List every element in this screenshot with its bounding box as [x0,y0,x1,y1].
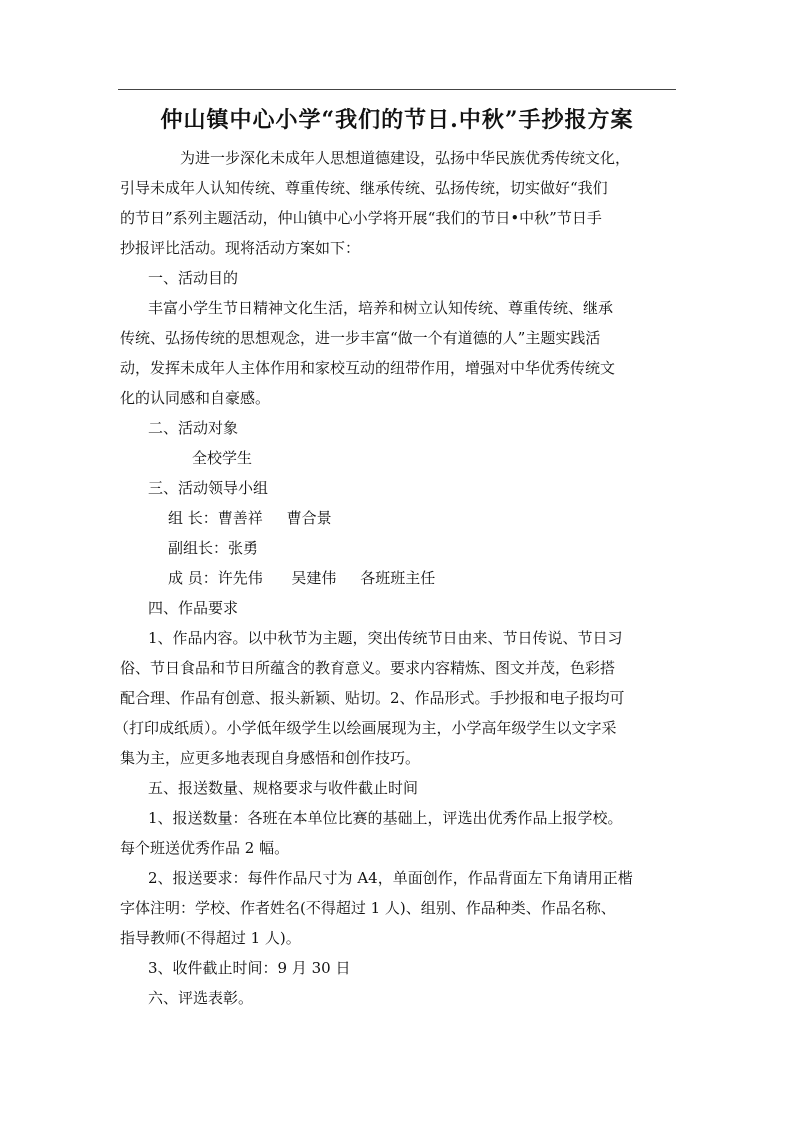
paragraph-line: 传统、弘扬传统的思想观念，进一步丰富“做一个有道德的人”主题实践活 [120,329,601,347]
target-audience: 全校学生 [192,449,253,467]
paragraph-line: （打印成纸质）。小学低年级学生以绘画展现为主，小学高年级学生以文字采 [114,719,617,737]
paragraph-line: 集为主，应更多地表现自身感悟和创作技巧。 [120,749,421,767]
paragraph-line: 字体注明：学校、作者姓名(不得超过 1 人)、组别、作品种类、作品名称、 [120,899,616,917]
paragraph-line: 1、作品内容。以中秋节为主题，突出传统节日由来、节日传说、节日习 [148,629,623,647]
section-heading: 二、活动对象 [148,419,239,437]
document-title: 仲山镇中心小学“我们的节日.中秋”手抄报方案 [160,107,634,133]
deputy-line: 副组长：张勇 [168,539,259,557]
header-rule [118,89,676,90]
intro-line: 引导未成年人认知传统、尊重传统、继承传统、弘扬传统，切实做好“我们 [120,179,608,197]
section-heading: 五、报送数量、规格要求与收件截止时间 [148,779,419,797]
leader-line: 组 长：曹善祥 曹合景 [168,509,332,527]
deadline-line: 3、收件截止时间：9 月 30 日 [148,959,351,977]
intro-line: 的节日”系列主题活动，仲山镇中心小学将开展“我们的节日•中秋”节日手 [120,209,602,227]
paragraph-line: 指导教师(不得超过 1 人)。 [120,929,301,947]
section-heading: 四、作品要求 [148,599,239,617]
paragraph-line: 动，发挥未成年人主体作用和家校互动的纽带作用，增强对中华优秀传统文 [120,359,616,377]
paragraph-line: 1、报送数量：各班在本单位比赛的基础上，评选出优秀作品上报学校。 [148,809,623,827]
paragraph-line: 配合理、作品有创意、报头新颖、贴切。2、作品形式。手抄报和电子报均可 [120,689,625,707]
paragraph-line: 2、报送要求：每件作品尺寸为 A4，单面创作，作品背面左下角请用正楷 [148,869,633,887]
section-heading: 三、活动领导小组 [148,479,269,497]
paragraph-line: 俗、节日食品和节日所蕴含的教育意义。要求内容精炼、图文并茂，色彩搭 [120,659,616,677]
intro-line: 为进一步深化未成年人思想道德建设，弘扬中华民族优秀传统文化， [180,149,631,167]
intro-line: 抄报评比活动。现将活动方案如下： [120,239,361,257]
paragraph-line: 化的认同感和自豪感。 [120,389,271,407]
section-heading: 六、评选表彰。 [148,989,254,1007]
paragraph-line: 丰富小学生节日精神文化生活，培养和树立认知传统、尊重传统、继承 [148,299,614,317]
members-line: 成 员：许先伟 吴建伟 各班班主任 [168,569,436,587]
section-heading: 一、活动目的 [148,269,239,287]
paragraph-line: 每个班送优秀作品 2 幅。 [120,839,290,857]
